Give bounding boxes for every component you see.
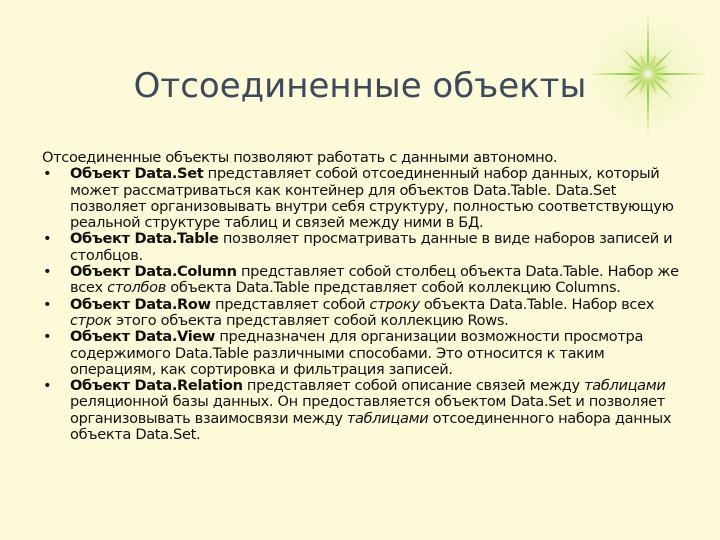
item-emphasis: строк — [70, 311, 112, 329]
item-text: представляет собой — [210, 295, 370, 313]
item-text: предназначен для организации возможности просмотра содержимого Data.Table различными способами. Это относится к таким операциям, как сортировка и фильтрация записей. — [70, 328, 644, 378]
list-item — [42, 297, 682, 330]
list-item — [42, 231, 682, 264]
item-text: этого объекта представляет собой коллекцию Rows. — [111, 311, 509, 329]
item-text: отсоединенного набора данных объекта Data.Set. — [70, 409, 672, 444]
item-text: представляет собой столбец объекта Data.Table. Набор же всех — [70, 263, 679, 297]
item-text: реляционной базы данных. Он предоставляется объектом Data.Set и позволяет организовывать взаимосвязи между — [70, 393, 665, 427]
item-text: представляет собой отсоединенный набор данных, который может рассматриваться как контейнер для объектов Data.Table. Data.Set позволяет организовывать внутри себя структуру, полностью соответствующую реальной структуре таблиц и связей между ними в БД. — [70, 165, 674, 232]
list-item — [42, 378, 682, 443]
bullet-list — [42, 166, 682, 443]
item-label: Объект Data.Table — [70, 230, 219, 248]
slide-body — [42, 150, 682, 443]
item-text: позволяет просматривать данные в виде наборов записей и столбцов. — [70, 230, 673, 264]
bullet-icon: • — [43, 230, 52, 248]
intro-paragraph: Отсоединенные объекты позволяют работать с данными автономно. — [42, 149, 558, 166]
list-item — [42, 166, 682, 231]
item-emphasis: столбов — [107, 279, 167, 297]
item-label: Объект Data.Column — [70, 263, 237, 281]
bullet-icon: • — [43, 263, 52, 281]
item-label: Объект Data.Row — [70, 295, 211, 313]
list-item — [42, 264, 682, 297]
item-emphasis: строку — [369, 295, 420, 313]
slide-title: Отсоединенные объекты — [133, 66, 587, 106]
item-emphasis: таблицами — [346, 409, 429, 427]
item-label: Объект Data.View — [70, 328, 216, 346]
bullet-icon: • — [43, 165, 52, 183]
list-item — [42, 329, 682, 378]
bullet-icon: • — [43, 377, 52, 395]
bullet-icon: • — [43, 328, 52, 346]
bullet-icon: • — [43, 295, 52, 313]
item-label: Объект Data.Set — [70, 165, 204, 183]
item-emphasis: таблицами — [584, 377, 666, 395]
item-label: Объект Data.Relation — [70, 377, 243, 395]
item-text: объекта Data.Table. Набор всех — [419, 295, 655, 313]
item-text: представляет собой описание связей между — [242, 377, 585, 395]
item-text: объекта Data.Table представляет собой коллекцию Columns. — [166, 279, 621, 297]
